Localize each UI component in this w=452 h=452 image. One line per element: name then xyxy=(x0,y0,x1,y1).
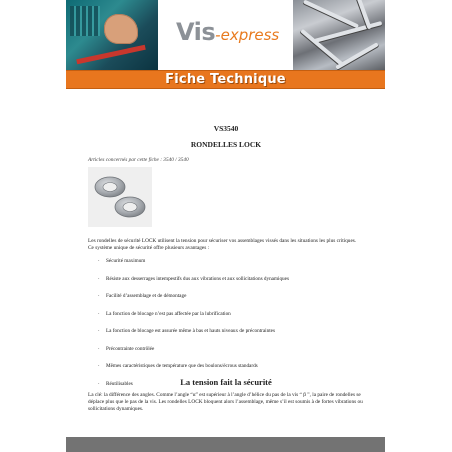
feature-text: Réutilisables xyxy=(106,380,133,387)
bullet-icon: · xyxy=(98,275,100,282)
banner-title: Fiche Technique xyxy=(165,72,286,87)
bullet-icon: · xyxy=(98,345,100,352)
header-photo-screws xyxy=(293,0,385,70)
page-header xyxy=(66,0,385,70)
articles-concerned: Articles concernés par cette fiche : 3540 / 3540 xyxy=(88,157,189,163)
list-item xyxy=(98,311,289,317)
fiche-technique-banner xyxy=(66,70,385,89)
intro-paragraph: Les rondelles de sécurité LOCK utilisent la tension pour sécuriser vos assemblages vissés dans les situations les plus critiques. Ce système unique de sécurité offre plusieurs avantages : xyxy=(88,238,357,251)
header-photo-tools xyxy=(66,0,158,70)
screw-shape xyxy=(303,0,359,28)
bullet-icon: · xyxy=(98,380,100,387)
feature-text: Facilité d’assemblage et de démontage xyxy=(106,293,187,299)
list-item xyxy=(98,363,289,369)
feature-text: La fonction de blocage est assurée même à bas et hauts niveaux de précontraintes xyxy=(106,328,275,334)
screwdriver-shape xyxy=(76,45,146,64)
hand-shape xyxy=(104,14,138,44)
list-item xyxy=(98,346,289,352)
feature-text: Sécurité maximum xyxy=(106,258,146,264)
list-item xyxy=(98,293,289,299)
bullet-icon: · xyxy=(98,293,100,299)
logo-suffix-text: -express xyxy=(215,26,280,44)
list-item xyxy=(98,276,289,282)
feature-text: Mêmes caractéristiques de température que des boulons/écrous standards xyxy=(106,363,258,369)
section-title: La tension fait la sécurité xyxy=(180,377,272,387)
explanation-paragraph: La clé: la différence des angles. Comme l’angle “α” est supérieur à l’angle d’hélice du pas de la vis “ β ”, la paire de rondelles se déplace plus que le pas de la vis. Les rondelles LOCK bloquent alors l’assemblage, même s’il est soumis à de fortes vibrations ou sollicitations dynamiques. xyxy=(88,392,363,412)
feature-text: Précontrainte contrôlée xyxy=(106,345,155,352)
screw-shape xyxy=(335,42,379,69)
bullet-icon: · xyxy=(98,363,100,369)
washer-pair-image xyxy=(88,167,152,227)
logo-main-text: Vis xyxy=(176,18,216,46)
product-name: RONDELLES LOCK xyxy=(190,140,262,149)
page-footer-bar xyxy=(66,437,385,452)
list-item xyxy=(98,328,289,334)
bullet-icon: · xyxy=(98,310,100,317)
product-reference: VS3540 xyxy=(213,124,239,133)
bullet-icon: · xyxy=(98,328,100,334)
bullet-icon: · xyxy=(98,258,100,264)
feature-text: Résiste aux desserrages intempestifs dus aux vibrations et aux sollicitations dynamiques xyxy=(106,275,289,282)
feature-text: La fonction de blocage n’est pas affectée par la lubrification xyxy=(106,310,231,317)
list-item xyxy=(98,258,289,264)
brand-logo xyxy=(176,18,286,48)
washers-photo xyxy=(88,167,152,227)
tool-tray-shape xyxy=(70,6,100,36)
